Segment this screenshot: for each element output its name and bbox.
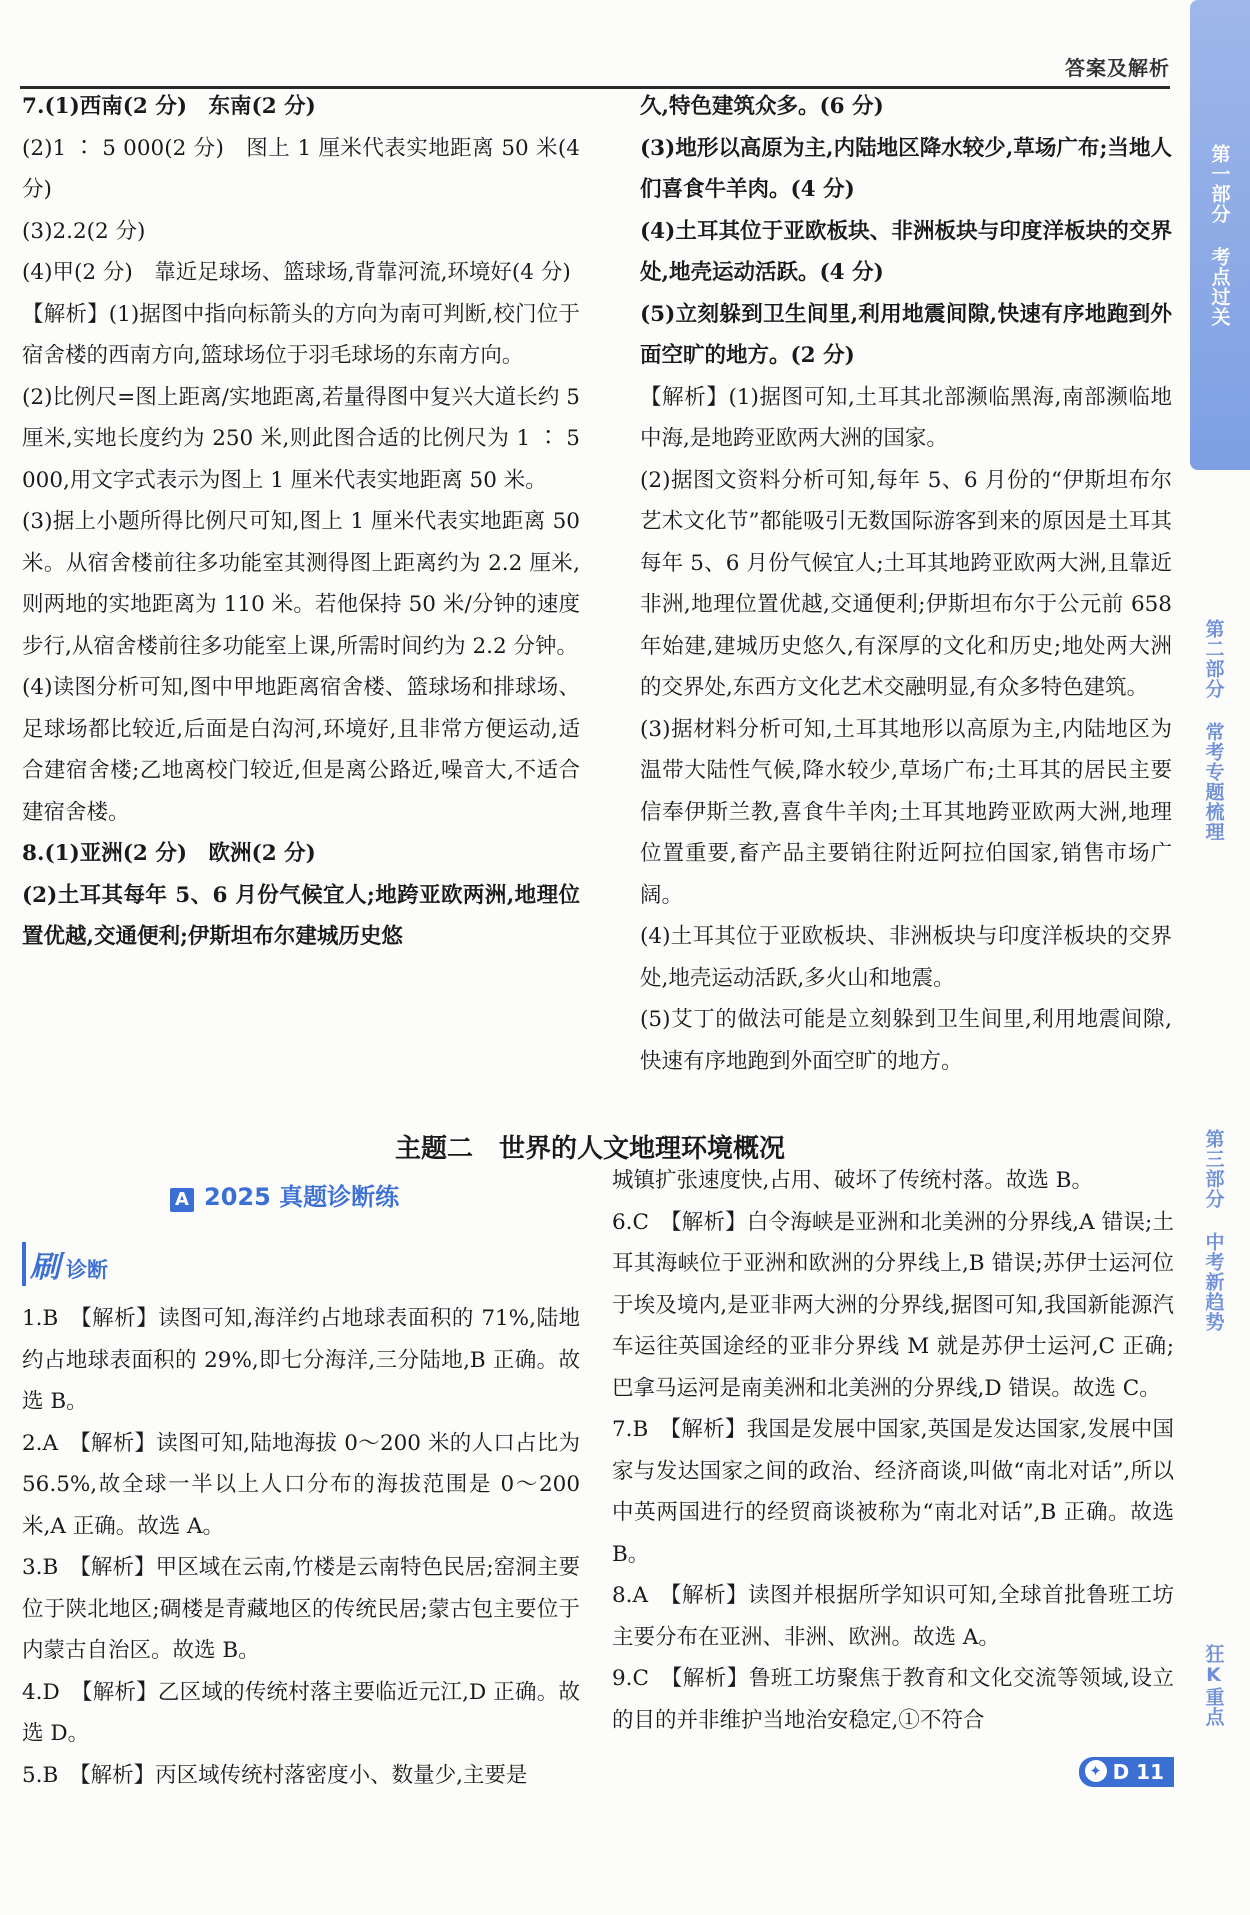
answer-line: (3)地形以高原为主,内陆地区降水较少,草场广布;当地人们喜食牛羊肉。(4 分) — [640, 135, 1172, 202]
answer-line: (5)立刻躲到卫生间里,利用地震间隙,快速有序地跑到外面空旷的地方。(2 分) — [640, 301, 1172, 368]
header-label: 答案及解析 — [1065, 56, 1170, 80]
answer-item: 1.B 【解析】读图可知,海洋约占地球表面积的 71%,陆地约占地球表面积的 29%,即七分海洋,三分陆地,B 正确。故选 B。 — [22, 1306, 580, 1414]
tab-key-points[interactable]: 狂K重点 — [1202, 1643, 1225, 1727]
bulb-icon: ✦ — [1085, 1760, 1107, 1782]
analysis-paragraph: (2)据图文资料分析可知,每年 5、6 月份的“伊斯坦布尔艺术文化节”都能吸引无数国际游客到来的原因是土耳其每年 5、6 月份气候宜人;土耳其地跨亚欧两大洲,且靠近非洲,地理位置优越,交通便利;伊斯坦布尔于公元前 658 年始建,建城历史悠久,有深厚的文化和历史;地处两大洲的交界处,东西方文化艺术交融明显,有众多特色建筑。 — [640, 467, 1172, 700]
answer-item: 5.B 【解析】丙区域传统村落密度小、数量少,主要是 — [22, 1762, 528, 1788]
right-column-bottom — [612, 1160, 1174, 1741]
analysis-paragraph: 【解析】(1)据图中指向标箭头的方向为南可判断,校门位于宿舍楼的西南方向,篮球场位于羽毛球场的东南方向。 — [22, 301, 580, 368]
page-number-text: D 11 — [1112, 1760, 1164, 1784]
analysis-paragraph: (5)艾丁的做法可能是立刻躲到卫生间里,利用地震间隙,快速有序地跑到外面空旷的地方。 — [640, 1007, 1172, 1074]
tab-part-1[interactable]: 第一部分 考点过关 — [1190, 0, 1250, 470]
answer-line: (4)甲(2 分) 靠近足球场、篮球场,背靠河流,环境好(4 分) — [22, 260, 571, 285]
analysis-paragraph: 【解析】(1)据图可知,土耳其北部濒临黑海,南部濒临地中海,是地跨亚欧两大洲的国家。 — [640, 384, 1172, 451]
sub-title-text: 2025 真题诊断练 — [204, 1183, 400, 1211]
left-column-bottom — [22, 1298, 580, 1796]
section-badge: A — [170, 1188, 194, 1212]
tab-part-3[interactable]: 第三部分 中考新趋势 — [1202, 1128, 1225, 1332]
answer-line: 7.(1)西南(2 分) 东南(2 分) — [22, 94, 316, 119]
answer-line: 8.(1)亚洲(2 分) 欧洲(2 分) — [22, 841, 316, 866]
answer-item: 城镇扩张速度快,占用、破坏了传统村落。故选 B。 — [612, 1168, 1093, 1193]
analysis-paragraph: (4)土耳其位于亚欧板块、非洲板块与印度洋板块的交界处,地壳运动活跃,多火山和地震。 — [640, 924, 1172, 991]
answer-line: (4)土耳其位于亚欧板块、非洲板块与印度洋板块的交界处,地壳运动活跃。(4 分) — [640, 218, 1172, 285]
answer-item: 7.B 【解析】我国是发展中国家,英国是发达国家,发展中国家与发达国家之间的政治、经济商谈,叫做“南北对话”,所以中英两国进行的经贸商谈被称为“南北对话”,B 正确。故选 B。 — [612, 1417, 1174, 1567]
section-title: 主题二 世界的人文地理环境概况 — [394, 1134, 785, 1164]
tab-part-2[interactable]: 第二部分 常考专题梳理 — [1202, 618, 1225, 842]
answer-line: 久,特色建筑众多。(6 分) — [640, 94, 884, 119]
answer-item: 9.C 【解析】鲁班工坊聚焦于教育和文化交流等领域,设立的目的并非维护当地治安稳定,①不符合 — [612, 1666, 1174, 1733]
analysis-paragraph: (4)读图分析可知,图中甲地距离宿舍楼、篮球场和排球场、足球场都比较近,后面是白沟河,环境好,且非常方便运动,适合建宿舍楼;乙地离校门较近,但是离公路近,噪音大,不适合建宿舍楼。 — [22, 675, 580, 825]
analysis-paragraph: (3)据材料分析可知,土耳其地形以高原为主,内陆地区为温带大陆性气候,降水较少,草场广布;土耳其的居民主要信奉伊斯兰教,喜食牛羊肉;土耳其地跨亚欧两大洲,地理位置重要,畜产品主要销往附近阿拉伯国家,销售市场广阔。 — [640, 716, 1172, 908]
answer-line: (3)2.2(2 分) — [22, 218, 146, 244]
analysis-paragraph: (2)比例尺=图上距离/实地距离,若量得图中复兴大道长约 5 厘米,实地长度约为 250 米,则此图合适的比例尺为 1 ∶ 5 000,用文字式表示为图上 1 厘米代表实地距离 50 米。 — [22, 384, 580, 493]
diagnosis-label — [22, 1242, 108, 1286]
page-number — [1079, 1757, 1174, 1787]
right-column-top — [640, 86, 1172, 1082]
answer-item: 8.A 【解析】读图并根据所学知识可知,全球首批鲁班工坊主要分布在亚洲、非洲、欧洲。故选 A。 — [612, 1583, 1174, 1650]
answer-line: (2)1 ∶ 5 000(2 分) 图上 1 厘米代表实地距离 50 米(4 分) — [22, 135, 580, 202]
brush-icon: 刷 — [22, 1242, 60, 1286]
answer-line: (2)土耳其每年 5、6 月份气候宜人;地跨亚欧两洲,地理位置优越,交通便利;伊斯坦布尔建城历史悠 — [22, 882, 580, 949]
answer-item: 3.B 【解析】甲区域在云南,竹楼是云南特色民居;窑洞主要位于陕北地区;碉楼是青藏地区的传统民居;蒙古包主要位于内蒙古自治区。故选 B。 — [22, 1555, 580, 1663]
answer-item: 4.D 【解析】乙区域的传统村落主要临近元江,D 正确。故选 D。 — [22, 1679, 580, 1746]
answer-item: 2.A 【解析】读图可知,陆地海拔 0～200 米的人口占比为 56.5%,故全球一半以上人口分布的海拔范围是 0～200 米,A 正确。故选 A。 — [22, 1430, 580, 1539]
sub-title — [170, 1177, 399, 1212]
diagnosis-text: 诊断 — [66, 1258, 108, 1282]
sidebar — [1180, 0, 1250, 1915]
left-column-top — [22, 86, 580, 958]
answer-item: 6.C 【解析】白令海峡是亚洲和北美洲的分界线,A 错误;土耳其海峡位于亚洲和欧洲的分界线上,B 错误;苏伊士运河位于埃及境内,是亚非两大洲的分界线,据图可知,我国新能源汽车运往英国途经的亚非分界线 M 就是苏伊士运河,C 正确;巴拿马运河是南美洲和北美洲的分界线,D 错误。故选 C。 — [612, 1209, 1174, 1401]
analysis-paragraph: (3)据上小题所得比例尺可知,图上 1 厘米代表实地距离 50 米。从宿舍楼前往多功能室其测得图上距离约为 2.2 厘米,则两地的实地距离为 110 米。若他保持 50 米/分钟的速度步行,从宿舍楼前往多功能室上课,所需时间约为 2.2 分钟。 — [22, 509, 580, 659]
